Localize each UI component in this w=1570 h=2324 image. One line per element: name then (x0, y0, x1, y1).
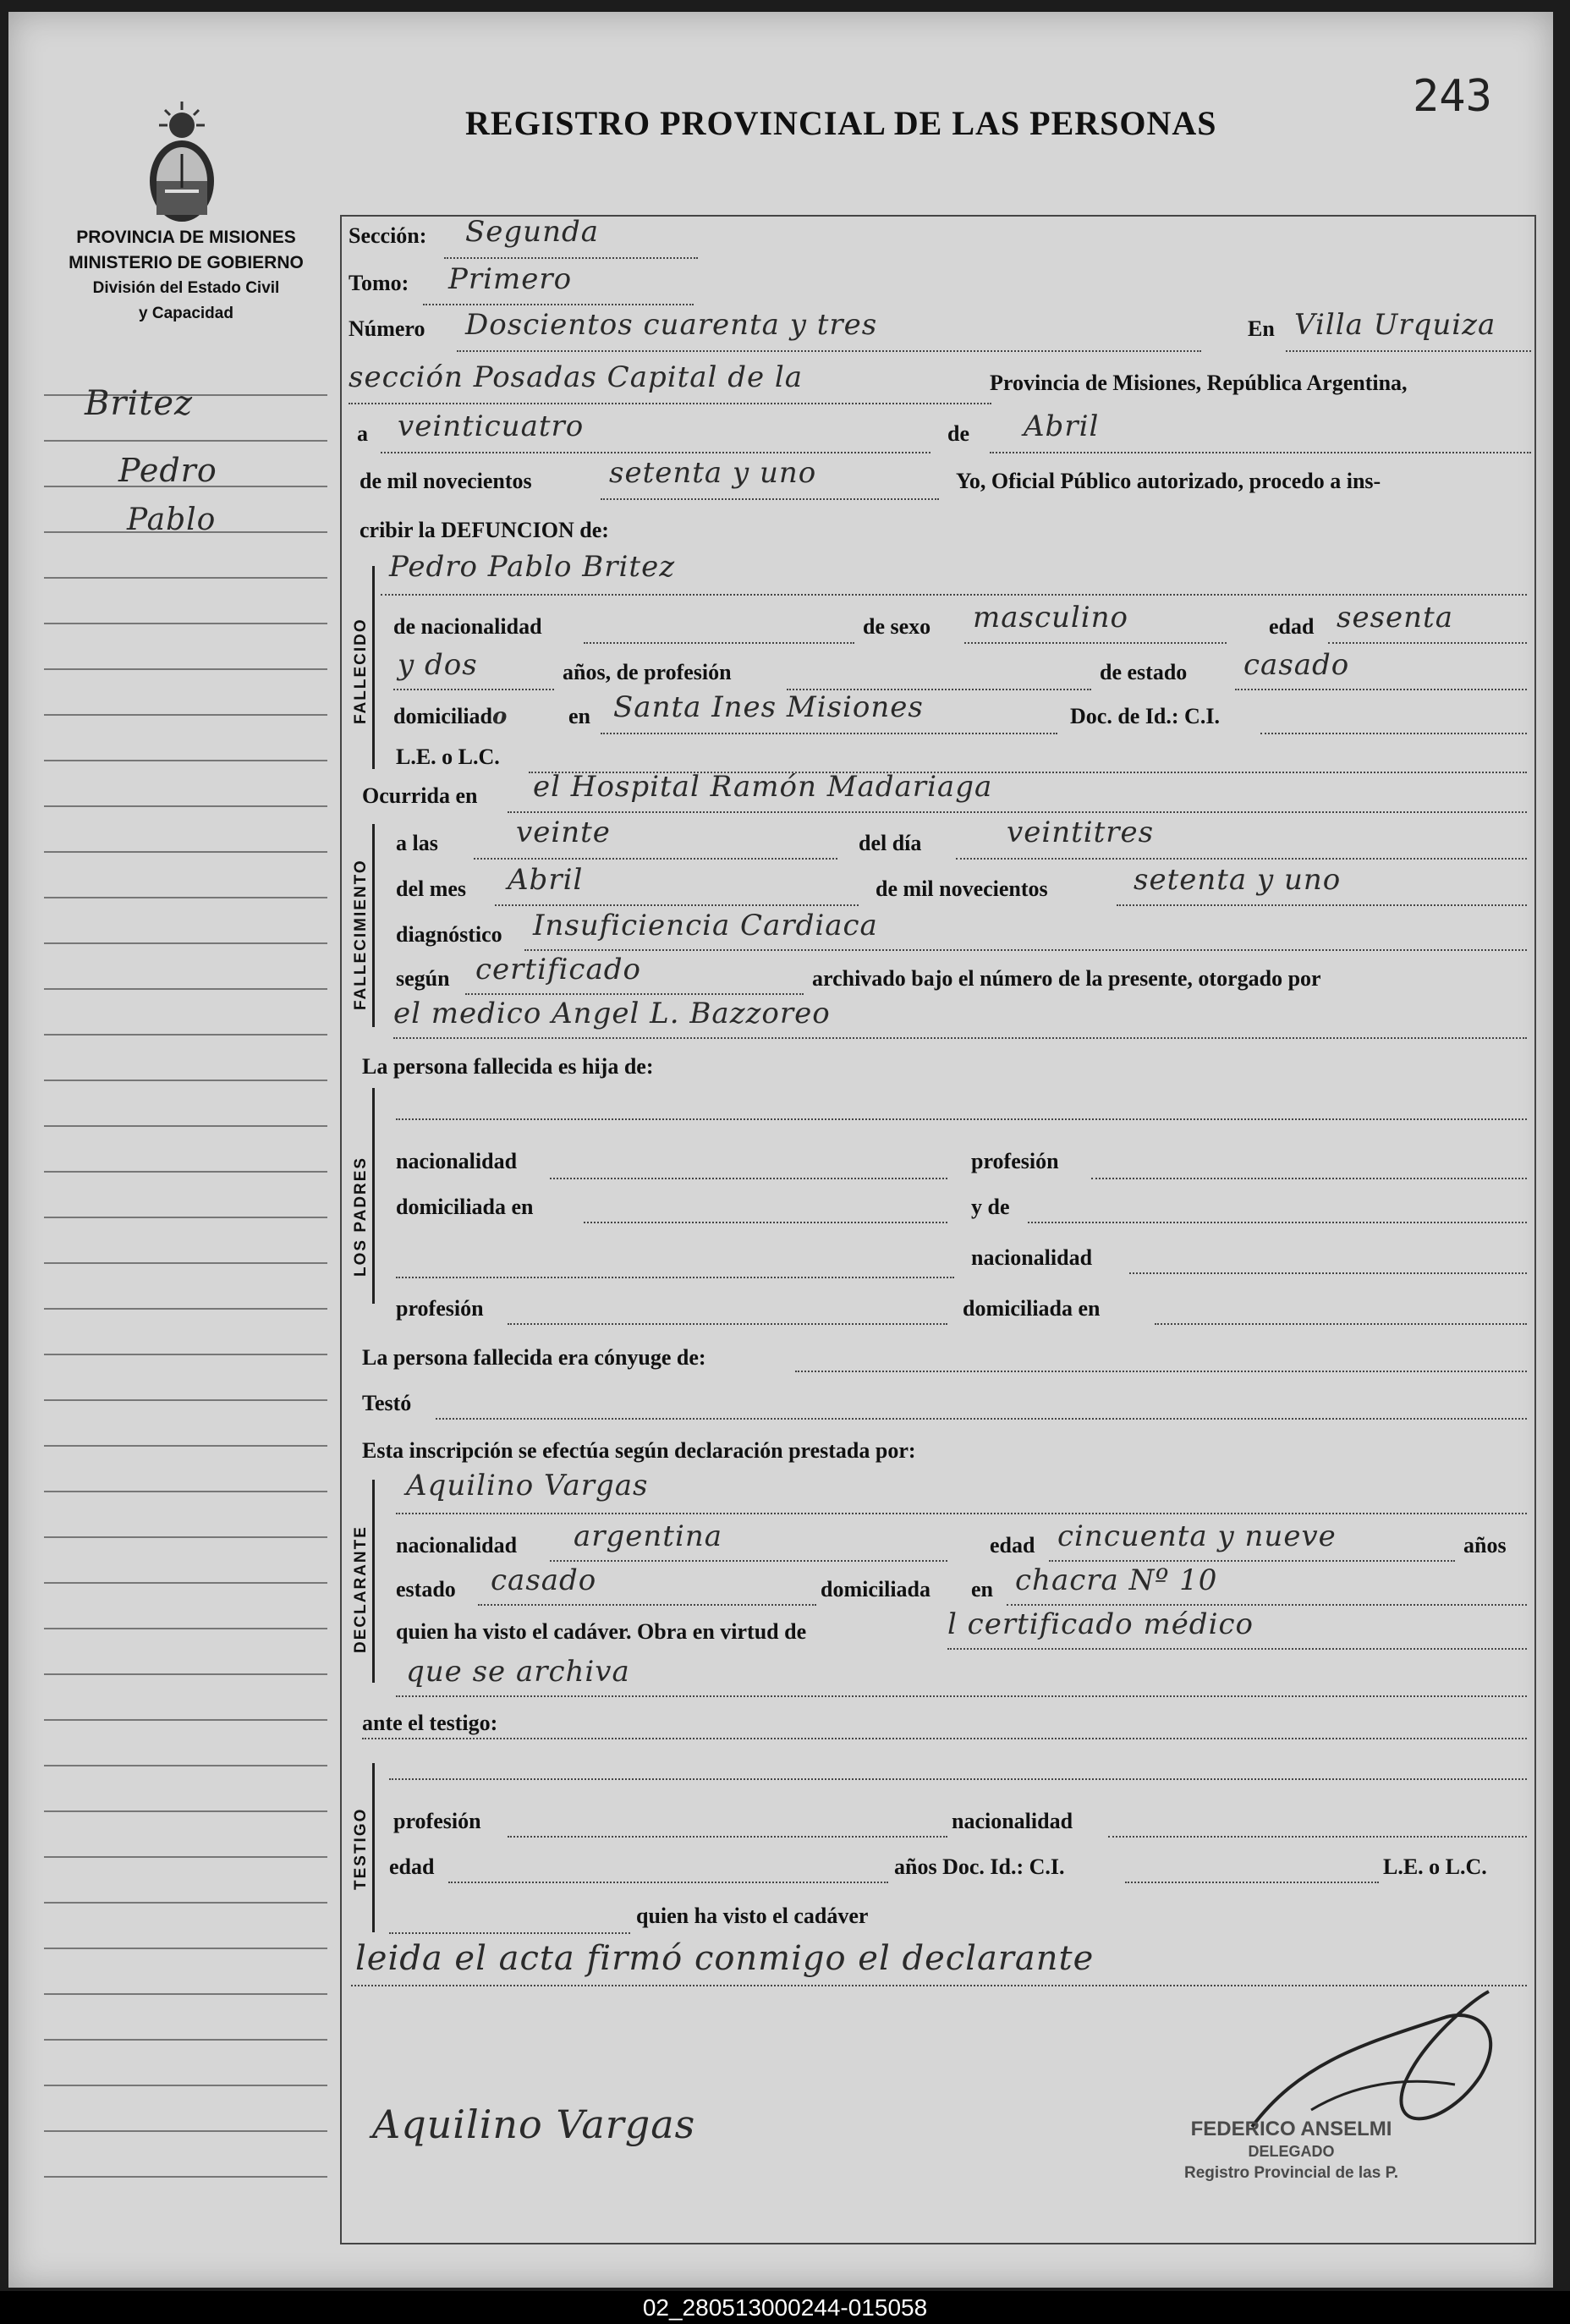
margin-rule (44, 2039, 327, 2041)
decl-estado-label: estado (396, 1577, 456, 1602)
madre-profesion-line (508, 1323, 947, 1325)
edad2-value: y dos (398, 648, 478, 682)
margin-rule (44, 1354, 327, 1355)
testigo-doc-label: años Doc. Id.: C.I. (894, 1854, 1065, 1879)
margin-rule (44, 1217, 327, 1218)
obra-virtud2-line (396, 1695, 1527, 1697)
margin-rule (44, 1034, 327, 1036)
anio-value: setenta y uno (609, 456, 817, 490)
ocurrida-line (508, 811, 1527, 813)
testo-line (436, 1418, 1527, 1420)
testigo-extra-line (389, 1932, 630, 1934)
anio-muerte-line (1117, 904, 1527, 906)
testigo-profesion-label: profesión (393, 1809, 481, 1833)
margin-second-name: Pablo (127, 503, 217, 537)
page-title: REGISTRO PROVINCIAL DE LAS PERSONAS (465, 104, 1217, 142)
fallecido-section-label: FALLECIDO (352, 618, 370, 724)
dia-muerte-line (956, 858, 1527, 860)
domicilio-value: Santa Ines Misiones (613, 690, 924, 724)
madre-nacionalidad-line (1129, 1272, 1527, 1274)
margin-surname: Britez (85, 384, 194, 423)
en-value: Villa Urquiza (1294, 308, 1496, 342)
domiciliado-suffix: o (492, 704, 508, 729)
madre-nombre-line (1028, 1222, 1527, 1223)
margin-rule (44, 668, 327, 670)
margin-rule (44, 1536, 327, 1538)
seccion-line (444, 257, 698, 259)
margin-rule (44, 988, 327, 990)
margin-rule (44, 1171, 327, 1173)
decl-edad-label: edad (990, 1533, 1035, 1558)
a-las-label: a las (396, 831, 438, 855)
margin-rule (44, 1125, 327, 1127)
mes-line (990, 452, 1531, 453)
de-mil2-label: de mil novecientos (876, 876, 1048, 901)
margin-rule (44, 440, 327, 442)
segun-label: según (396, 966, 450, 991)
de-label: de (947, 421, 969, 446)
margin-rule (44, 1993, 327, 1995)
margin-rule (44, 1582, 327, 1584)
edad2-line (393, 689, 554, 690)
del-dia-label: del día (859, 831, 922, 855)
madre-nacionalidad-label: nacionalidad (971, 1245, 1093, 1270)
padres-section-label: LOS PADRES (352, 1156, 370, 1277)
padre-nombre-line (396, 1118, 1527, 1120)
estado-label: de estado (1100, 660, 1188, 684)
numero-value: Doscientos cuarenta y tres (465, 308, 878, 342)
domicilio-en-label: en (568, 704, 590, 728)
image-code: 02_280513000244-015058 (642, 2294, 928, 2321)
edad-line (1328, 642, 1527, 644)
padres-bracket (372, 1088, 375, 1304)
numero-label: Número (349, 316, 425, 341)
declarante-section-label: DECLARANTE (352, 1525, 370, 1653)
margin-rule (44, 1399, 327, 1401)
segun-value: certificado (475, 953, 641, 986)
margin-rule (44, 1628, 327, 1629)
stamp-role: DELEGADO (1248, 2143, 1335, 2160)
margin-rule (44, 714, 327, 716)
tomo-line (423, 304, 694, 305)
seccion-lugar-line (349, 403, 991, 404)
margin-rule (44, 1719, 327, 1721)
testigo-name-line (389, 1778, 1527, 1780)
seccion-label: Sección: (349, 223, 427, 248)
quien-visto-label: quien ha visto el cadáver. Obra en virtud de (396, 1619, 807, 1644)
hora-line (474, 858, 837, 860)
margin-rule (44, 1445, 327, 1447)
le-lc-label: L.E. o L.C. (396, 744, 500, 769)
decl-domiciliada-label: domiciliada (821, 1577, 931, 1602)
closing-statement: leida el acta firmó conmigo el declarante (355, 1939, 1095, 1978)
dia-value: veinticuatro (398, 409, 585, 443)
page-number: 243 (1413, 71, 1492, 122)
segun-line (465, 993, 804, 995)
medico-value: el medico Angel L. Bazzoreo (393, 997, 831, 1030)
edad-label: edad (1269, 614, 1315, 639)
archivado-label: archivado bajo el número de la presente, otorgado por (812, 966, 1321, 991)
decl-anos-label: años (1463, 1533, 1507, 1558)
padre-nacionalidad-label: nacionalidad (396, 1149, 518, 1173)
margin-rule (44, 897, 327, 898)
padre-nacionalidad-line (550, 1178, 947, 1179)
padre-domicilio-line (584, 1222, 947, 1223)
margin-rule (44, 2130, 327, 2132)
division-line2: y Capacidad (139, 305, 233, 322)
testigo-bracket (372, 1763, 375, 1932)
official-stamp (1184, 2118, 1398, 2184)
conyuge-line (795, 1371, 1527, 1372)
numero-line (457, 350, 1201, 352)
testigo-profesion-line (508, 1836, 947, 1838)
margin-rule (44, 1262, 327, 1264)
testigo-nacionalidad-label: nacionalidad (952, 1809, 1073, 1833)
testo-label: Testó (362, 1391, 412, 1415)
fallecimiento-bracket (372, 824, 375, 1027)
declaracion-label: Esta inscripción se efectúa según declaración prestada por: (362, 1438, 916, 1463)
decl-nacionalidad-line (550, 1560, 947, 1562)
decl-nacionalidad-label: nacionalidad (396, 1533, 518, 1558)
domiciliado-prefix: domiciliad (393, 704, 493, 728)
margin-rule (44, 851, 327, 853)
division-line1: División del Estado Civil (92, 279, 280, 297)
decl-domicilio-line (1007, 1604, 1527, 1606)
fallecido-bracket (372, 566, 375, 769)
record-sheet (8, 12, 1553, 2288)
mes-muerte-value: Abril (508, 863, 584, 897)
conyuge-label: La persona fallecida era cónyuge de: (362, 1345, 706, 1370)
padre-domiciliada-label: domiciliada en (396, 1195, 534, 1219)
issuer-block (34, 225, 338, 327)
en-line (1286, 350, 1531, 352)
testigo-nacionalidad-line (1108, 1836, 1527, 1838)
declarante-bracket (372, 1480, 375, 1683)
obra-virtud2-value: que se archiva (406, 1655, 630, 1689)
doc-id-label: Doc. de Id.: C.I. (1070, 704, 1220, 728)
sexo-label: de sexo (863, 614, 931, 639)
decl-edad-line (1049, 1560, 1455, 1562)
tomo-label: Tomo: (349, 271, 409, 295)
margin-rule (44, 1308, 327, 1310)
ocurrida-label: Ocurrida en (362, 783, 478, 808)
hija-de-label: La persona fallecida es hija de: (362, 1054, 654, 1079)
margin-rule (44, 623, 327, 624)
margin-rule (44, 1765, 327, 1766)
margin-rule (44, 805, 327, 807)
testigo-section-label: TESTIGO (352, 1807, 370, 1890)
nacionalidad-label: de nacionalidad (393, 614, 542, 639)
ante-testigo-label: ante el testigo: (362, 1711, 498, 1735)
diagnostico-label: diagnóstico (396, 922, 502, 947)
margin-rule (44, 1810, 327, 1812)
margin-rule (44, 1856, 327, 1858)
decl-edad-value: cincuenta y nueve (1057, 1519, 1337, 1553)
margin-rule (44, 1673, 327, 1675)
diagnostico-line (524, 949, 1527, 951)
madre-extra-line (396, 1277, 954, 1278)
province-name: PROVINCIA DE MISIONES (76, 228, 296, 247)
quien-visto2-label: quien ha visto el cadáver (636, 1904, 869, 1928)
diagnostico-value: Insuficiencia Cardiaca (533, 909, 878, 942)
inscribir-label: cribir la DEFUNCION de: (360, 518, 609, 542)
deceased-name-line (381, 594, 1527, 596)
ante-testigo-line (362, 1738, 1527, 1739)
seccion-lugar-value: sección Posadas Capital de la (349, 360, 804, 394)
margin-rule (44, 1902, 327, 1904)
declarante-signature: Aquilino Vargas (372, 2101, 696, 2147)
domicilio-line (601, 733, 1057, 734)
medico-line (393, 1037, 1527, 1039)
domiciliado-label (393, 704, 508, 729)
obra-virtud-value: l certificado médico (947, 1607, 1254, 1641)
margin-rule (44, 942, 327, 944)
stamp-office: Registro Provincial de las P. (1184, 2164, 1399, 2182)
decl-estado-value: casado (491, 1563, 597, 1597)
margin-rule (44, 1491, 327, 1492)
estado-value: casado (1243, 648, 1350, 682)
en-label: En (1248, 316, 1275, 341)
decl-nacionalidad-value: argentina (574, 1519, 723, 1553)
decl-en-label: en (971, 1577, 993, 1602)
nacionalidad-line (584, 642, 854, 644)
stamp-name: FEDERICO ANSELMI (1190, 2118, 1392, 2140)
sexo-value: masculino (973, 601, 1129, 635)
obra-virtud-line (947, 1648, 1527, 1650)
decl-domicilio-value: chacra Nº 10 (1015, 1563, 1218, 1597)
margin-rule (44, 1080, 327, 1081)
madre-domiciliada-label: domiciliada en (963, 1296, 1101, 1321)
anio-line (601, 498, 939, 500)
testigo-edad-line (448, 1882, 888, 1883)
anos-profesion-label: años, de profesión (563, 660, 732, 684)
de-mil-label: de mil novecientos (360, 469, 532, 493)
padre-profesion-label: profesión (971, 1149, 1059, 1173)
del-mes-label: del mes (396, 876, 467, 901)
coat-of-arms-icon (135, 96, 228, 232)
edad-value: sesenta (1337, 601, 1453, 635)
estado-line (1235, 689, 1527, 690)
madre-domicilio-line (1155, 1323, 1527, 1325)
yo-oficial-label: Yo, Oficial Público autorizado, procedo a ins- (956, 469, 1381, 493)
deceased-name: Pedro Pablo Britez (389, 550, 676, 584)
declarante-name: Aquilino Vargas (406, 1469, 649, 1503)
margin-rule (44, 2085, 327, 2086)
dia-muerte-value: veintitres (1007, 816, 1155, 849)
provincia-label: Provincia de Misiones, República Argentina, (990, 371, 1408, 395)
ocurrida-value: el Hospital Ramón Madariaga (533, 770, 993, 804)
fallecimiento-section-label: FALLECIMIENTO (352, 859, 370, 1010)
mes-muerte-line (495, 904, 859, 906)
declarante-name-line (396, 1513, 1527, 1514)
doc-id-line (1260, 733, 1527, 734)
margin-rule (44, 1948, 327, 1949)
anio-muerte-value: setenta y uno (1134, 863, 1342, 897)
ministry-name: MINISTERIO DE GOBIERNO (69, 253, 304, 272)
tomo-value: Primero (448, 262, 573, 296)
margin-rule (44, 2176, 327, 2178)
padre-profesion-line (1091, 1178, 1527, 1179)
sexo-line (964, 642, 1227, 644)
hora-value: veinte (516, 816, 611, 849)
margin-rule (44, 577, 327, 579)
margin-rule (44, 760, 327, 761)
y-de-label: y de (971, 1195, 1010, 1219)
seccion-value: Segunda (465, 215, 600, 249)
margin-first-name: Pedro (118, 452, 217, 489)
a-label: a (357, 421, 368, 446)
mes-value: Abril (1024, 409, 1100, 443)
testigo-le-label: L.E. o L.C. (1383, 1854, 1487, 1879)
testigo-edad-label: edad (389, 1854, 435, 1879)
madre-profesion-label: profesión (396, 1296, 484, 1321)
decl-estado-line (478, 1604, 816, 1606)
testigo-doc-line (1125, 1882, 1379, 1883)
dia-line (381, 452, 930, 453)
